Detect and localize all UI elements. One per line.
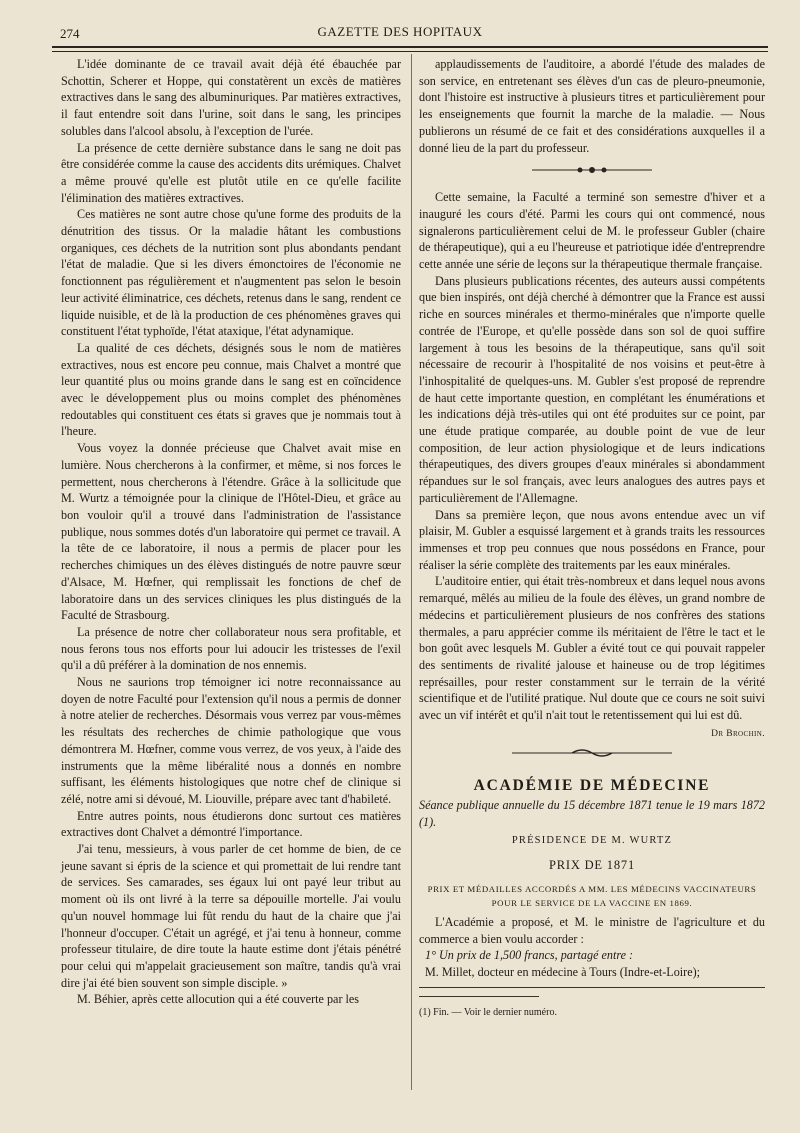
left-column [61,56,401,1008]
page-number: 274 [60,26,80,41]
ornament-separator [419,746,765,766]
presidency-line: PRÉSIDENCE DE M. WURTZ [511,834,673,846]
paragraph: J'ai tenu, messieurs, à vous parler de cet homme de bien, de ce jeune savant si épris de la science et qui promettait de lui rendre tant de services. Ses camarades, ses égaux lui ont payé leur tribut au moment où ils ont livré à la terre sa dépouille mortelle. J'ai voulu qu'un nouvel hommage lui fût rendu du haut de la chaire que j'ai l'honneur d'occuper. C'était un agrégé, et j'ai tenu à honneur, comme professeur titulaire, de dire toute la haute estime dont j'étais pénétré pour celui qui m'appelait gracieusement son maître, tandis qu'à vrai dire j'ai été bien souvent son simple disciple. » [61,842,401,990]
paragraph: La qualité de ces déchets, désignés sous le nom de matières extractives, nous est encore peu connue, mais Chalvet a montré que leur quantité plus ou moins grande dans le sang est en coïncidence avec le développement plus ou moins complet des phénomènes redoutables qui constituent ces états si graves que je nommais tout à l'heure. [61,340,401,439]
paragraph: Dans sa première leçon, que nous avons entendue avec un vif plaisir, M. Gubler a esquissé largement et à grands traits les ressources immenses et trop peu connues que nous possédons en France, pour réaliser la série complète des traitements par les eaux minérales. [419,507,765,572]
section-heading: ACADÉMIE DE MÉDECINE [473,777,711,795]
column-divider [411,54,412,1090]
paragraph: Dans plusieurs publications récentes, des auteurs aussi compétents que bien inspirés, ont déjà cherché à démontrer que la France est aussi riche en sources minérales et thermo-minérales que n'importe quelle contrée de l'Europe, et qu'elle possède dans son sol de quoi suffire largement à tous les besoins de la thérapeutique, sans qu'il soit nécessaire de recourir à l'hospitalité de nos voisins et peut-être à l'inhospitalité de quelques-uns. M. Gubler s'est proposé de reprendre de haut cette importante question, en complétant les énumérations et les indications déjà très-utiles qui ont été produites sur ce point, par une étude pratique comparée, au double point de vue de leur composition, de leur action physiologique et de leurs indications thérapeutiques, des divers groupes d'eaux minérales si abondamment répandues sur le sol français, avec leurs analogues des autres pays et particulièrement de l'Allemagne. [419,273,765,505]
paragraph: La présence de cette dernière substance dans le sang ne doit pas être considérée comme la cause des accidents dits urémiques. Chalvet a même prouvé qu'elle est plutôt utile en ce qu'elle facilite l'élimination des matières extractives. [61,140,401,205]
session-line: Séance publique annuelle du 15 décembre 1871 tenue le 19 mars 1872 (1). [419,798,765,829]
paragraph: L'Académie a proposé, et M. le ministre de l'agriculture et du commerce a bien voulu accorder : [419,914,765,946]
right-column [419,56,765,1021]
running-title: GAZETTE DES HOPITAUX [317,24,483,39]
paragraph: La présence de notre cher collaborateur nous sera profitable, et nous ferons tous nos efforts pour lui adoucir les tristesses de l'exil qu'il a dû préférer à la domination de nos ennemis. [61,624,401,673]
prize-subheading: PRIX ET MÉDAILLES ACCORDÉS A MM. LES MÉDECINS VACCINATEURS POUR LE SERVICE DE LA VACCINE EN 1869. [427,883,757,908]
footnote-rule [419,987,765,988]
paragraph: applaudissements de l'auditoire, a abordé l'étude des malades de son service, en entretenant ses élèves d'un cas de pleuro-pneumonie, dont l'histoire est instructive à plusieurs titres et particulièrement pour les enseignements que fournit la marche de la maladie. — Nous publierons un résumé de ce fait et des considérations auxquelles il a donné lieu de la part du professeur. [419,57,765,155]
footnote: (1) Fin. — Voir le dernier numéro. [419,1006,557,1018]
signature: Dr Brochin. [711,728,765,739]
paragraph: Nous ne saurions trop témoigner ici notre reconnaissance au doyen de notre Faculté pour l'extension qu'il nous a permis de donner à notre atelier de recherches. Désormais vous verrez par vous-mêmes les résultats des recherches de chimie pathologique que vous démontrera M. Hœfner, comme vous verrez, de vos yeux, à l'aide des instruments que la même libéralité nous a donnés en nombre suffisant, les éléments histologiques que notre chef de clinique si zélé, notre ami si dévoué, M. Liouville, prépare avec tant d'habileté. [61,675,401,806]
ornament-separator [419,160,765,180]
paragraph: Entre autres points, nous étudierons donc surtout ces matières extractives dont Chalvet a démontré l'importance. [61,808,401,840]
paragraph: Vous voyez la donnée précieuse que Chalvet avait mise en lumière. Nous chercherons à la confirmer, et même, si nos forces le permettent, nous chercherons à l'étendre. Grâce à la sollicitude que M. Wurtz a témoignée pour la clinique de l'Hôtel-Dieu, et grâce au bon vouloir qu'il a trouvé dans l'administration de l'assistance publique, nous sommes dotés d'un laboratoire qui permet ce travail. A la tête de ce laboratoire, il nous a permis de placer pour les recherches chimiques un des élèves distingués de notre pauvre sœur d'Alsace, M. Hœfner, qui remplissait les fonctions de chef de laboratoire dans un des services cliniques les plus distingués de la Faculté de Strasbourg. [61,441,401,623]
paragraph: M. Béhier, après cette allocution qui a été couverte par les [77,992,360,1007]
header-rule-thick [52,46,768,48]
paragraph: Cette semaine, la Faculté a terminé son semestre d'hiver et a inauguré les cours d'été. Parmi les cours qui ont commencé, nous signalerons particulièrement celui de M. le professeur Gubler (chaire de thérapeutique), qui a eu l'heureuse et patriotique idée d'entreprendre cette année une série de leçons sur la thérapeutique thermale française. [419,190,765,272]
paragraph: L'auditoire entier, qui était très-nombreux et dans lequel nous avons remarqué, mêlés au milieu de la foule des élèves, un grand nombre de médecins et particulièrement plusieurs de nos confrères des stations thermales, a paru apprécier comme ils méritaient de l'être le tact et le bon goût avec lesquels M. Gubler a évité tout ce qui pouvait rappeler des sentiments de rivalité jalouse et haineuse ou de trop légitimes représailles, pour rester constamment sur le terrain de la vérité scientifique et de l'utilité pratique. Nul doute que ce cours ne soit suivi avec un vif intérêt et qu'il n'ait tout le retentissement qui lui est dû. [419,574,765,723]
header-rule-thin [52,51,768,52]
footnote-rule-short [419,996,539,997]
list-item: 1° Un prix de 1,500 francs, partagé entre : [425,948,634,963]
paragraph: Ces matières ne sont autre chose qu'une forme des produits de la dénutrition des tissus. Or la maladie hâtant les combustions organiques, ces déchets de la nutrition sont plus abondants pendant l'état de maladie. Que si les divers émonctoires de l'économie ne fonctionnent pas régulièrement et n'augmentent pas selon le besoin leur activité éliminatrice, ces déchets, retenus dans le sang, rendent ce liquide nuisible, et de là la production de ces phénomènes graves qui constituent l'état typhoïde, l'état ataxique, l'état adynamique. [61,207,401,339]
list-item: M. Millet, docteur en médecine à Tours (Indre-et-Loire); [425,965,701,980]
prize-heading: PRIX DE 1871 [549,858,635,873]
paragraph: L'idée dominante de ce travail avait déjà été ébauchée par Schottin, Scherer et Hoppe, qui constatèrent un excès de matières extractives dans le sang des albuminuriques. Par matières extractives, il faut entendre soit dans l'urine, soit dans le sang, les principes solubles dans l'alcool absolu, à l'exception de l'urée. [61,57,401,138]
